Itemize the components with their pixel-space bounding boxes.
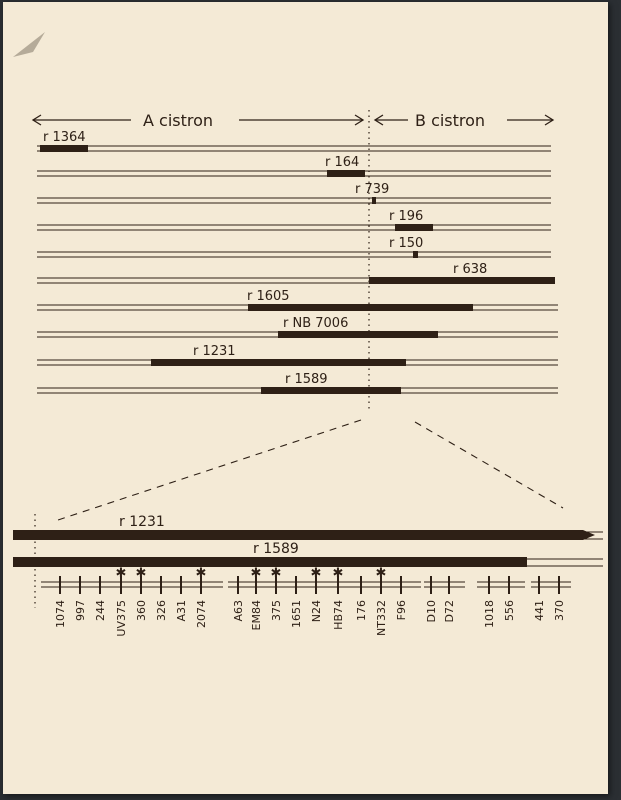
deletion-row [37,289,558,311]
deletion-label: r 638 [453,262,488,277]
deletion-bar [369,277,555,284]
expanded-deletion-r1231 [13,514,603,540]
deletion-bar [327,170,365,177]
site-label: 1074 [54,600,67,628]
expanded-deletion-r1589 [13,541,603,567]
site-label: NT332 [375,600,388,636]
site-map-segment [477,582,525,587]
deletion-bar [40,145,88,152]
deletion-label: r 1231 [193,344,236,359]
site-label: 2074 [195,600,208,628]
mutation-site-map [41,566,571,637]
deletion-row [37,262,555,284]
site-map-segment [41,582,223,587]
corner-smudge [13,32,45,57]
site-label: 1651 [290,600,303,628]
site-label: 441 [533,600,546,621]
site-label: 176 [355,600,368,621]
deletion-bar [372,197,376,204]
deletion-label: r 1605 [247,289,290,304]
site-label: 556 [503,600,516,621]
deletion-bar [395,224,433,231]
deletion-row [37,344,558,366]
site-label: D10 [425,600,438,623]
star-marker: ✱ [115,566,127,581]
site-label: UV375 [115,600,128,637]
deletion-label: r 164 [325,155,360,170]
deletion-bar [278,331,438,338]
b-cistron-label: B cistron [415,111,486,130]
deletion-label: r 1231 [119,514,165,530]
star-marker: ✱ [375,566,387,581]
deletion-map-figure [3,2,608,794]
deletion-label: r 150 [389,236,424,251]
deletion-bar [261,387,401,394]
star-marker: ✱ [270,566,282,581]
deletion-label: r 196 [389,209,424,224]
site-label: F96 [395,600,408,621]
site-label: 360 [135,600,148,621]
deletion-row [37,155,551,177]
zoom-guide-left [58,420,361,520]
site-label: A63 [232,600,245,622]
site-label: 244 [94,600,107,621]
site-map-segment [531,582,571,587]
site-label: EM84 [250,600,263,631]
deletion-label: r 1589 [253,541,299,557]
site-label: 1018 [483,600,496,628]
site-label: D72 [443,600,456,623]
deletion-row [37,236,551,258]
site-label: 370 [553,600,566,621]
zoom-guide-right [415,422,563,508]
site-label: 997 [74,600,87,621]
a-cistron-label: A cistron [143,111,214,130]
star-marker: ✱ [195,566,207,581]
deletion-row [37,209,551,231]
deletion-label: r NB 7006 [283,316,349,331]
deletion-label: r 1364 [43,130,86,145]
deletion-label: r 1589 [285,372,328,387]
document-sheet [3,2,608,794]
deletion-row [37,182,551,204]
deletion-bar [413,251,418,258]
site-label: N24 [310,600,323,623]
deletion-row [37,372,558,394]
deletion-bar [13,530,595,540]
site-label: HB74 [332,600,345,630]
site-label: 326 [155,600,168,621]
site-label: 375 [270,600,283,621]
deletion-bar [248,304,473,311]
deletion-bar [151,359,406,366]
star-marker: ✱ [135,566,147,581]
deletion-row [37,316,558,338]
star-marker: ✱ [250,566,262,581]
deletion-label: r 739 [355,182,390,197]
deletion-row [37,130,551,152]
site-label: A31 [175,600,188,622]
star-marker: ✱ [310,566,322,581]
star-marker: ✱ [332,566,344,581]
